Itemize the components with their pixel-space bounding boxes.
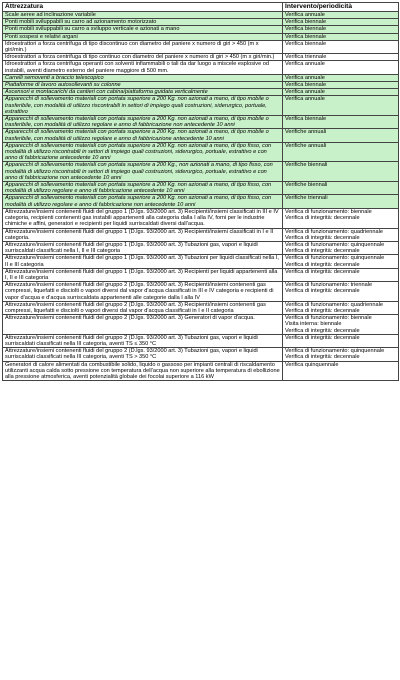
periodicity-line: Verifiche biennali <box>285 162 328 169</box>
periodicity-line: Verifica di funzionamento: quinquennale <box>285 255 385 262</box>
periodicity-line: Verifica biennale <box>285 40 327 47</box>
periodicity-cell <box>283 255 399 268</box>
table-row <box>3 348 399 361</box>
table-header-row <box>3 3 399 12</box>
table-row <box>3 19 399 26</box>
periodicity-line: Verifiche annuali <box>285 142 327 149</box>
equipment-cell: Idroestrattori a forza centrifuga di tipo continuo con diametro del paniere x numero di giri > 450 (m x giri/min.) <box>3 54 283 61</box>
table-row <box>3 282 399 302</box>
periodicity-cell <box>283 40 399 53</box>
equipment-cell: Attrezzature/insiemi contenenti fluidi del gruppo 1 (D.lgs. 93/2000 art. 3) Recipienti/insiemi classificati in III e IV categoria, recipienti contenenti gas instabili appartenenti alla categoria dalla I alla IV, forni per le industrie chimiche e affini, generatori e recipienti per liquidi surriscaldati diversi dall'acqua. <box>3 208 283 228</box>
periodicity-line: Verifica di integrità: decennale <box>285 261 360 268</box>
equipment-cell: Apparecchi di sollevamento materiali con portata superiore a 200 Kg. non azionati a mano, di tipo fisso, con modalità di utilizzo regolare e anno di fabbricazione non antecedente 10 anni <box>3 195 283 208</box>
equipment-cell: Apparecchi di sollevamento materiali con portata superiore a 200 Kg., non azionati a mano, di tipo fisso, con modalità di utilizzo riscontrabili in settori di impiego quali costruzioni, siderurgico, portuale, estrattivo e con anno di fabbricazione non antecedente 10 anni <box>3 162 283 182</box>
equipment-cell: Idroestrattori a forza centrifuga di tipo discontinuo con diametro del paniere x numero di giri > 450 (m x giri/min.) <box>3 40 283 53</box>
equipment-cell: Ponti sospesi e relativi argani <box>3 33 283 40</box>
equipment-cell: Ponti mobili sviluppabili su carro a sviluppo verticale e azionati a mano <box>3 26 283 33</box>
equipment-cell: Ascensori e montacarichi da cantieri con cabina/piattaforma guidata verticalmente <box>3 89 283 96</box>
periodicity-line: Verifiche annuali <box>285 129 327 136</box>
periodicity-line: Verifica di funzionamento: quinquennale <box>285 348 385 355</box>
equipment-cell: Attrezzature/insiemi contenenti fluidi del gruppo 2 (D.lgs. 93/2000 art. 3) Generatori di vapor d'acqua. <box>3 315 283 335</box>
equipment-inspection-table <box>2 2 399 381</box>
table-row <box>3 40 399 53</box>
equipment-cell: Attrezzature/insiemi contenenti fluidi del gruppo 1 (D.lgs. 93/2000 art. 3) Recipienti per liquidi appartenenti alla I, II e III categoria <box>3 268 283 281</box>
periodicity-line: Verifica di integrità: decennale <box>285 327 360 334</box>
table-row <box>3 301 399 314</box>
periodicity-line: Verifica di integrità: decennale <box>285 354 360 361</box>
periodicity-line: Verifica biennale <box>285 116 327 123</box>
equipment-cell: Apparecchi di sollevamento materiali con portata superiore a 200 Kg. non azionati a mano, di tipo mobile o trasferibile, con modalità di utilizzo regolare e anno di fabbricazione antecedente 10 anni <box>3 129 283 142</box>
periodicity-cell <box>283 208 399 228</box>
equipment-cell: Scale aeree ad inclinazione variabile <box>3 12 283 19</box>
periodicity-line: Verifica di funzionamento: biennale <box>285 208 372 215</box>
periodicity-line: Verifica di funzionamento: biennale <box>285 315 372 322</box>
periodicity-line: Verifica quinquennale <box>285 361 339 368</box>
table-row <box>3 26 399 33</box>
table-row <box>3 315 399 335</box>
periodicity-line: Verifica biennale <box>285 82 327 89</box>
periodicity-line: Verifica annuale <box>285 89 325 96</box>
periodicity-line: Verifica biennale <box>285 33 327 40</box>
equipment-cell: Attrezzature/insiemi contenenti fluidi del gruppo 2 (D.lgs. 93/2000 art. 3) Tubazioni gas, vapori e liquidi surriscaldati classificati nella III categoria, aventi TS > 350 °C <box>3 348 283 361</box>
periodicity-line: Verifica di funzionamento: triennale <box>285 282 373 289</box>
periodicity-cell <box>283 82 399 89</box>
periodicity-cell <box>283 348 399 361</box>
equipment-cell: Carrelli semoventi a braccio telescopico <box>3 74 283 81</box>
periodicity-line: Verifica di integrità: decennale <box>285 288 360 295</box>
periodicity-cell <box>283 361 399 381</box>
table-row <box>3 195 399 208</box>
equipment-cell: Attrezzature/insiemi contenenti fluidi del gruppo 2 (D.lgs. 93/2000 art. 3) Tubazioni gas, vapori e liquidi surriscaldati classificati nella III categoria, aventi TS ≤ 350 °C <box>3 334 283 347</box>
equipment-cell: Generatori di calore alimentati da combustibile solido, liquido o gassoso per impianti centrali di riscaldamento utilizzanti acqua calda sotto pressione con temperatura dell'acqua non superiore alla temperatura di ebollizione alla pressione atmosferica, aventi potenzialità globale dei focolai superiore a 116 kW <box>3 361 283 381</box>
equipment-cell: Apparecchi di sollevamento materiali con portata superiore a 200 Kg. non azionati a mano, di tipo mobile o trasferibile, con modalità di utilizzo regolare e anno di fabbricazione non antecedente 10 anni <box>3 116 283 129</box>
periodicity-line: Verifica di integrità: decennale <box>285 248 360 255</box>
periodicity-cell <box>283 334 399 347</box>
equipment-cell: Attrezzature/insiemi contenenti fluidi del gruppo 1 (D.lgs. 93/2000 art. 3) Recipienti/insiemi classificati in I e II categoria. <box>3 228 283 241</box>
periodicity-cell <box>283 19 399 26</box>
equipment-cell: Apparecchi di sollevamento materiali con portata superiore a 200 Kg. non azionati a mano, di tipo mobile o trasferibile, con modalità di utilizzo riscontrabili in settori di impiego quali costruzioni, siderurgico, portuale, estrattivo <box>3 96 283 116</box>
table-row <box>3 129 399 142</box>
periodicity-cell <box>283 54 399 61</box>
table-row <box>3 74 399 81</box>
table-row <box>3 182 399 195</box>
periodicity-line: Verifica annuale <box>285 61 325 68</box>
table-row <box>3 82 399 89</box>
periodicity-line: Verifica di funzionamento: quadriennale <box>285 301 383 308</box>
periodicity-line: Verifica triennale <box>285 54 327 61</box>
equipment-cell: Attrezzature/insiemi contenenti fluidi del gruppo 1 (D.lgs. 93/2000 art. 3) Tubazioni gas, vapori e liquidi surriscaldati classificati nella I, II e III categoria <box>3 241 283 254</box>
equipment-cell: Apparecchi di sollevamento materiali con portata superiore a 200 Kg. non azionati a mano, di tipo fisso, con modalità di utilizzo regolare e anno di fabbricazione antecedente 10 anni <box>3 182 283 195</box>
periodicity-line: Verifica annuale <box>285 12 325 18</box>
periodicity-line: Visita interna: biennale <box>285 321 342 328</box>
table-body <box>3 12 399 381</box>
periodicity-line: Verifica di integrità: decennale <box>285 268 360 275</box>
table-row <box>3 89 399 96</box>
periodicity-cell <box>283 162 399 182</box>
periodicity-cell <box>283 33 399 40</box>
periodicity-line: Verifiche biennali <box>285 182 328 189</box>
equipment-cell: Piattaforme di lavoro autosollevanti su colonne <box>3 82 283 89</box>
periodicity-cell <box>283 315 399 335</box>
header-attrezzatura: Attrezzatura <box>3 3 283 12</box>
table-row <box>3 241 399 254</box>
periodicity-line: Verifica di funzionamento: quadriennale <box>285 228 383 235</box>
periodicity-cell <box>283 301 399 314</box>
equipment-cell: Attrezzature/insiemi contenenti fluidi del gruppo 2 (D.lgs. 93/2000 art. 3) Recipienti/insiemi contenenti gas compressi, liquefatti e disciolti o vapori diversi dal vapor d'acqua classificati in III e IV categoria e recipienti di vapor d'acqua e d'acqua surriscaldata appartenenti alle categorie dalla I alla IV <box>3 282 283 302</box>
table-row <box>3 361 399 381</box>
periodicity-cell <box>283 89 399 96</box>
periodicity-cell <box>283 12 399 19</box>
periodicity-line: Verifica di funzionamento: quinquennale <box>285 241 385 248</box>
periodicity-cell <box>283 26 399 33</box>
table-row <box>3 228 399 241</box>
periodicity-line: Verifica annuale <box>285 96 325 103</box>
table-row <box>3 116 399 129</box>
periodicity-cell <box>283 282 399 302</box>
table-row <box>3 61 399 74</box>
periodicity-cell <box>283 182 399 195</box>
table-row <box>3 142 399 162</box>
periodicity-line: Verifica di integrità: decennale <box>285 215 360 222</box>
periodicity-cell <box>283 195 399 208</box>
periodicity-line: Verifica annuale <box>285 74 325 81</box>
table-row <box>3 162 399 182</box>
equipment-cell: Ponti mobili sviluppabili su carro ad azionamento motorizzato <box>3 19 283 26</box>
periodicity-cell <box>283 116 399 129</box>
table-row <box>3 96 399 116</box>
periodicity-line: Verifiche triennali <box>285 195 328 202</box>
periodicity-line: Verifica di integrità: decennale <box>285 307 360 314</box>
equipment-cell: Idroestrattori a forza centrifuga operanti con solventi infiammabili o tali da dar luogo a miscele esplosive od instabili, aventi diametro esterno del paniere maggiore di 500 mm. <box>3 61 283 74</box>
periodicity-cell <box>283 142 399 162</box>
table-row <box>3 255 399 268</box>
periodicity-cell <box>283 129 399 142</box>
table-row <box>3 268 399 281</box>
table-row <box>3 54 399 61</box>
periodicity-line: Verifica biennale <box>285 19 327 26</box>
periodicity-cell <box>283 74 399 81</box>
header-intervento-periodicita: Intervento/periodicità <box>283 3 399 12</box>
periodicity-cell <box>283 241 399 254</box>
equipment-cell: Attrezzature/insiemi contenenti fluidi del gruppo 1 (D.lgs. 93/2000 art. 3) Tubazioni per liquidi classificati nella I, II e III categoria <box>3 255 283 268</box>
periodicity-line: Verifica di integrità: decennale <box>285 234 360 241</box>
equipment-cell: Apparecchi di sollevamento materiali con portata superiore a 200 Kg. non azionati a mano, di tipo fisso, con modalità di utilizzo riscontrabili in settori di impiego quali costruzioni, siderurgico, portuale, estrattivo e con anno di fabbricazione antecedente 10 anni <box>3 142 283 162</box>
periodicity-cell <box>283 96 399 116</box>
periodicity-cell <box>283 228 399 241</box>
periodicity-line: Verifica di integrità: decennale <box>285 334 360 341</box>
table-row <box>3 208 399 228</box>
equipment-cell: Attrezzature/insiemi contenenti fluidi del gruppo 2 (D.lgs. 93/2000 art. 3) Recipienti/insiemi contenenti gas compressi, liquefatti e disciolti o vapori diversi dal vapor d'acqua classificati in I e II categoria <box>3 301 283 314</box>
periodicity-line: Verifica biennale <box>285 26 327 33</box>
periodicity-cell <box>283 61 399 74</box>
table-row <box>3 33 399 40</box>
periodicity-cell <box>283 268 399 281</box>
table-row <box>3 334 399 347</box>
table-row <box>3 12 399 19</box>
